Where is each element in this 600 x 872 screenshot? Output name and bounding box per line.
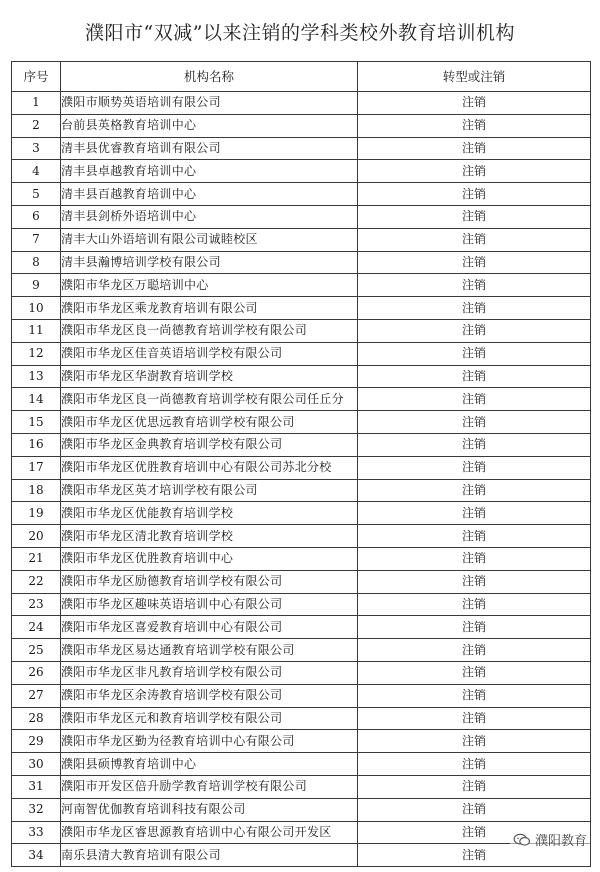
row-status: 注销: [358, 205, 591, 228]
row-serial-number: 5: [12, 183, 61, 206]
row-institution-name: 濮阳市华龙区乘龙教育培训有限公司: [61, 297, 358, 320]
watermark-text: 濮阳教育: [534, 834, 587, 849]
row-status: 注销: [358, 114, 591, 137]
row-serial-number: 6: [12, 205, 61, 228]
row-status: 注销: [358, 297, 591, 320]
row-status: 注销: [358, 525, 591, 548]
table-row: [12, 342, 591, 365]
row-serial-number: 7: [12, 228, 61, 251]
row-status: 注销: [358, 274, 591, 297]
table-row: [12, 92, 591, 115]
table-row: [12, 319, 591, 342]
row-institution-name: 清丰县优睿教育培训有限公司: [61, 137, 358, 160]
row-serial-number: 13: [12, 365, 61, 388]
table-row: [12, 730, 591, 753]
row-institution-name: 濮阳市华龙区优能教育培训学校: [61, 502, 358, 525]
row-institution-name: 濮阳市华龙区非凡教育培训学校有限公司: [61, 661, 358, 684]
header-status: 转型或注销: [358, 62, 591, 92]
table-row: [12, 616, 591, 639]
header-serial-number: 序号: [12, 62, 61, 92]
table-row: [12, 547, 591, 570]
table-row: [12, 821, 591, 844]
table-header-row: [12, 62, 591, 92]
row-institution-name: 濮阳市华龙区良一尚德教育培训学校有限公司任丘分: [61, 388, 358, 411]
row-institution-name: 濮阳市华龙区余涛教育培训学校有限公司: [61, 684, 358, 707]
row-serial-number: 33: [12, 821, 61, 844]
row-status: 注销: [358, 456, 591, 479]
table-row: [12, 388, 591, 411]
row-institution-name: 濮阳县硕博教育培训中心: [61, 753, 358, 776]
row-institution-name: 濮阳市华龙区良一尚德教育培训学校有限公司: [61, 319, 358, 342]
row-status: 注销: [358, 661, 591, 684]
row-institution-name: 清丰县百越教育培训中心: [61, 183, 358, 206]
row-serial-number: 27: [12, 684, 61, 707]
table-row: [12, 114, 591, 137]
row-status: 注销: [358, 92, 591, 115]
row-status: 注销: [358, 775, 591, 798]
row-status: 注销: [358, 844, 591, 867]
row-serial-number: 16: [12, 433, 61, 456]
row-status: 注销: [358, 798, 591, 821]
table-row: [12, 433, 591, 456]
row-serial-number: 30: [12, 753, 61, 776]
table-row: [12, 160, 591, 183]
row-institution-name: 濮阳市华龙区喜爱教育培训中心有限公司: [61, 616, 358, 639]
table-row: [12, 502, 591, 525]
row-institution-name: 河南智优伽教育培训科技有限公司: [61, 798, 358, 821]
table-row: [12, 251, 591, 274]
row-serial-number: 14: [12, 388, 61, 411]
table-body: [12, 92, 591, 867]
row-serial-number: 8: [12, 251, 61, 274]
row-serial-number: 3: [12, 137, 61, 160]
row-institution-name: 南乐县清大教育培训有限公司: [61, 844, 358, 867]
table-row: [12, 570, 591, 593]
table-row: [12, 753, 591, 776]
row-status: 注销: [358, 684, 591, 707]
row-serial-number: 31: [12, 775, 61, 798]
row-status: 注销: [358, 251, 591, 274]
table-row: [12, 479, 591, 502]
table-row: [12, 228, 591, 251]
row-serial-number: 4: [12, 160, 61, 183]
row-institution-name: 濮阳市华龙区励德教育培训学校有限公司: [61, 570, 358, 593]
row-serial-number: 26: [12, 661, 61, 684]
row-serial-number: 21: [12, 547, 61, 570]
row-status: 注销: [358, 365, 591, 388]
row-status: 注销: [358, 160, 591, 183]
row-serial-number: 28: [12, 707, 61, 730]
row-status: 注销: [358, 616, 591, 639]
row-serial-number: 15: [12, 411, 61, 434]
table-row: [12, 684, 591, 707]
row-institution-name: 清丰县剑桥外语培训中心: [61, 205, 358, 228]
row-institution-name: 濮阳市华龙区英才培训学校有限公司: [61, 479, 358, 502]
row-serial-number: 1: [12, 92, 61, 115]
row-serial-number: 24: [12, 616, 61, 639]
row-institution-name: 濮阳市开发区倍升励学教育培训学校有限公司: [61, 775, 358, 798]
row-status: 注销: [358, 342, 591, 365]
table-row: [12, 639, 591, 662]
row-status: 注销: [358, 707, 591, 730]
row-institution-name: 濮阳市华龙区趣味英语培训中心有限公司: [61, 593, 358, 616]
row-serial-number: 23: [12, 593, 61, 616]
row-institution-name: 濮阳市华龙区优胜教育培训中心: [61, 547, 358, 570]
row-serial-number: 32: [12, 798, 61, 821]
row-status: 注销: [358, 502, 591, 525]
row-institution-name: 濮阳市华龙区勤为径教育培训中心有限公司: [61, 730, 358, 753]
header-institution-name: 机构名称: [61, 62, 358, 92]
row-status: 注销: [358, 593, 591, 616]
table-row: [12, 525, 591, 548]
row-institution-name: 濮阳市华龙区元和教育培训学校有限公司: [61, 707, 358, 730]
institution-table: [11, 61, 591, 867]
row-institution-name: 清丰县瀚博培训学校有限公司: [61, 251, 358, 274]
row-institution-name: 濮阳市华龙区易达通教育培训学校有限公司: [61, 639, 358, 662]
row-status: 注销: [358, 570, 591, 593]
row-status: 注销: [358, 479, 591, 502]
table-row: [12, 707, 591, 730]
row-institution-name: 濮阳市华龙区睿思源教育培训中心有限公司开发区: [61, 821, 358, 844]
row-status: 注销: [358, 433, 591, 456]
row-serial-number: 25: [12, 639, 61, 662]
row-institution-name: 濮阳市华龙区华澍教育培训学校: [61, 365, 358, 388]
row-status: 注销: [358, 639, 591, 662]
table-row: [12, 798, 591, 821]
row-institution-name: 濮阳市华龙区优胜教育培训中心有限公司苏北分校: [61, 456, 358, 479]
wechat-official-account-icon: [513, 833, 531, 847]
table-row: [12, 297, 591, 320]
table-row: [12, 274, 591, 297]
row-status: 注销: [358, 547, 591, 570]
row-serial-number: 18: [12, 479, 61, 502]
row-serial-number: 9: [12, 274, 61, 297]
row-serial-number: 19: [12, 502, 61, 525]
row-serial-number: 11: [12, 319, 61, 342]
page-title: 濮阳市“双减”以来注销的学科类校外教育培训机构: [85, 22, 515, 44]
row-status: 注销: [358, 411, 591, 434]
row-institution-name: 清丰大山外语培训有限公司诚睦校区: [61, 228, 358, 251]
row-serial-number: 17: [12, 456, 61, 479]
row-status: 注销: [358, 753, 591, 776]
row-institution-name: 濮阳市华龙区金典教育培训学校有限公司: [61, 433, 358, 456]
row-status: 注销: [358, 388, 591, 411]
row-serial-number: 34: [12, 844, 61, 867]
row-serial-number: 29: [12, 730, 61, 753]
row-serial-number: 12: [12, 342, 61, 365]
row-status: 注销: [358, 137, 591, 160]
table-row: [12, 205, 591, 228]
row-institution-name: 濮阳市华龙区佳音英语培训学校有限公司: [61, 342, 358, 365]
table-row: [12, 456, 591, 479]
row-serial-number: 2: [12, 114, 61, 137]
table-row: [12, 593, 591, 616]
row-institution-name: 台前县英格教育培训中心: [61, 114, 358, 137]
row-institution-name: 濮阳市华龙区优思远教育培训学校有限公司: [61, 411, 358, 434]
row-institution-name: 濮阳市顺势英语培训有限公司: [61, 92, 358, 115]
table-row: [12, 411, 591, 434]
row-status: 注销: [358, 821, 591, 844]
watermark: [510, 829, 590, 850]
table-row: [12, 365, 591, 388]
row-status: 注销: [358, 183, 591, 206]
table-row: [12, 844, 591, 867]
row-status: 注销: [358, 319, 591, 342]
row-institution-name: 濮阳市华龙区万聪培训中心: [61, 274, 358, 297]
table-row: [12, 183, 591, 206]
table-row: [12, 775, 591, 798]
row-status: 注销: [358, 228, 591, 251]
table-row: [12, 137, 591, 160]
row-serial-number: 20: [12, 525, 61, 548]
row-serial-number: 22: [12, 570, 61, 593]
row-institution-name: 清丰县卓越教育培训中心: [61, 160, 358, 183]
table-row: [12, 661, 591, 684]
row-institution-name: 濮阳市华龙区清北教育培训学校: [61, 525, 358, 548]
row-status: 注销: [358, 730, 591, 753]
row-serial-number: 10: [12, 297, 61, 320]
